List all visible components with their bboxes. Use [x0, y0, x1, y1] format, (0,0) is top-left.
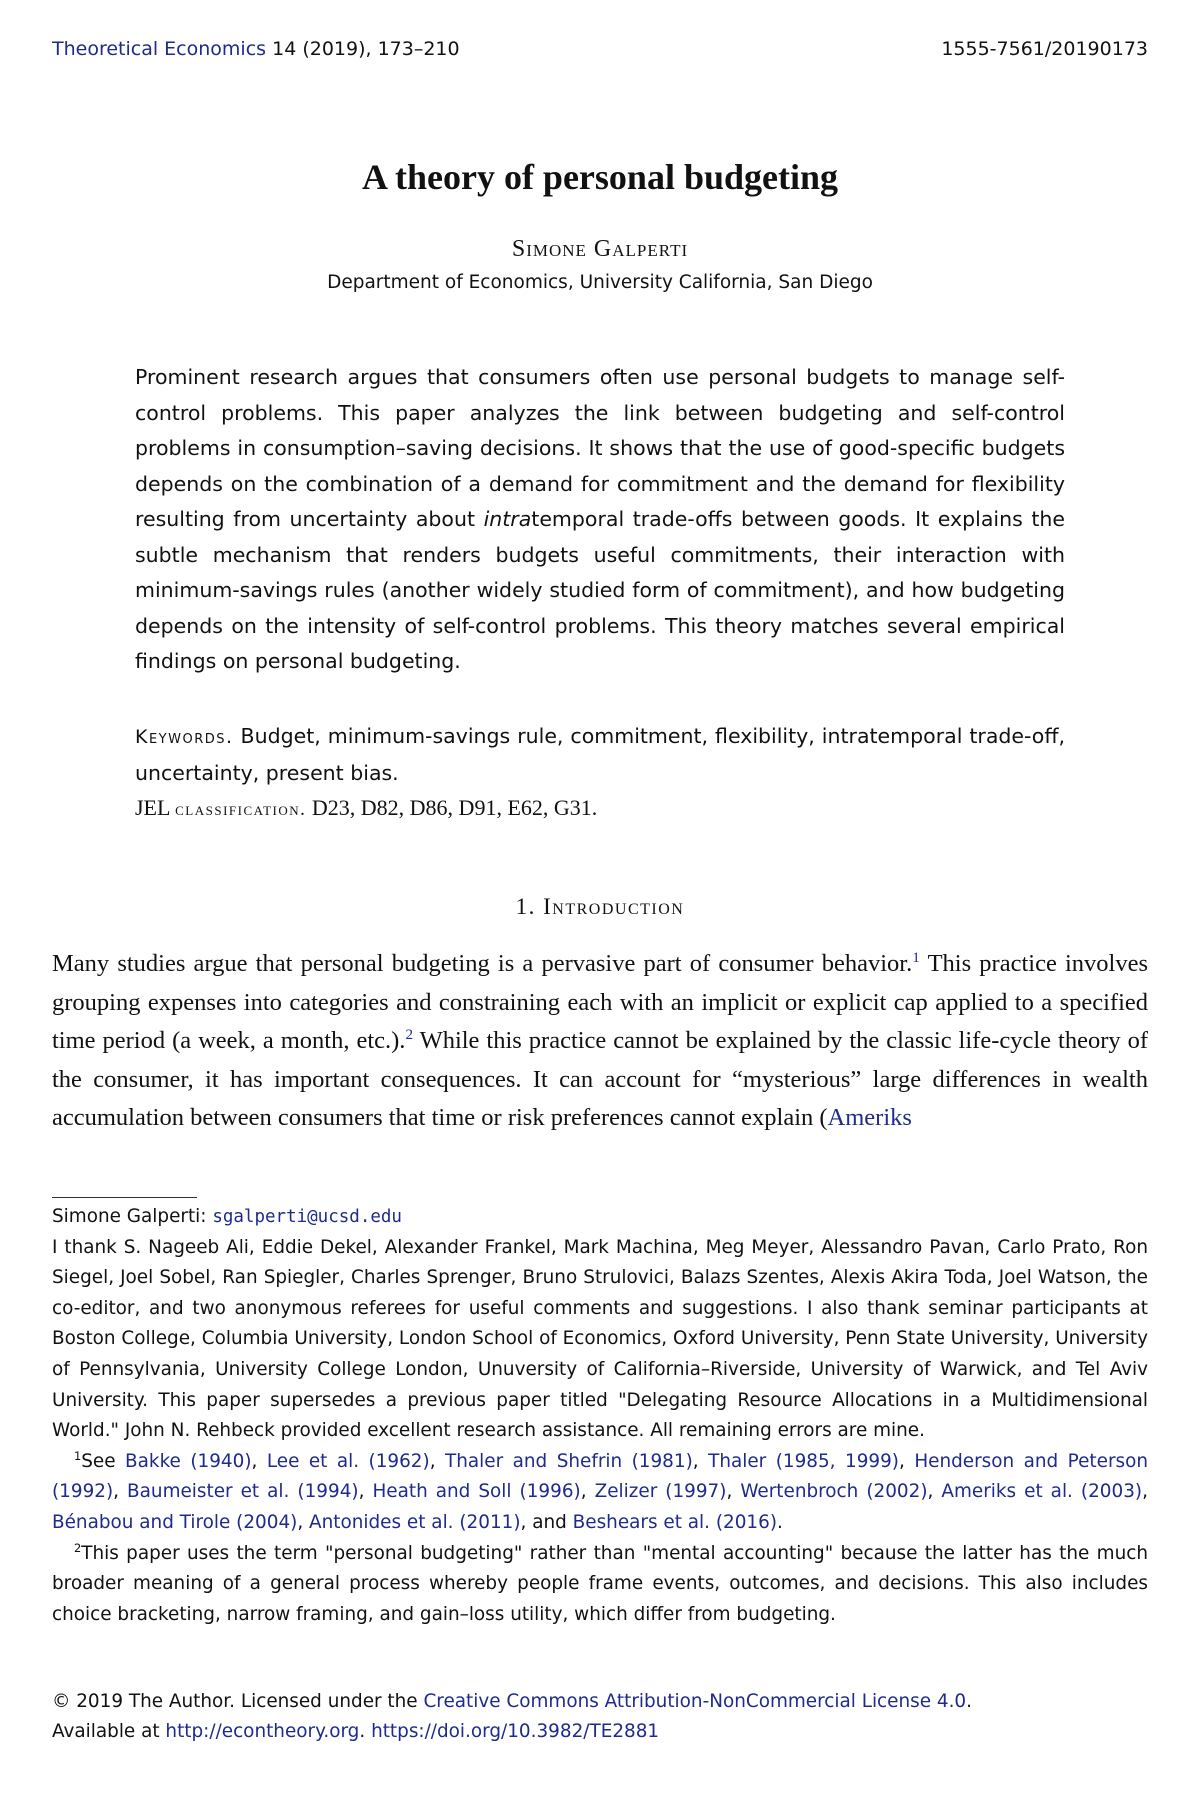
keywords-text: Budget, minimum-savings rule, commitment, flexibility, intratemporal trade-off, uncertainty, present bias. — [135, 724, 1065, 785]
footnote-1-mark: 1 — [74, 1448, 82, 1463]
reference-link[interactable]: Ameriks et al. (2003) — [941, 1481, 1143, 1503]
footnote-2 — [52, 1539, 1148, 1631]
reference-separator: , — [113, 1481, 128, 1503]
reference-link[interactable]: Baumeister et al. (1994) — [127, 1481, 359, 1503]
reference-separator: . — [777, 1511, 783, 1533]
license-period: . — [966, 1691, 972, 1712]
jel-label-prefix: JEL — [135, 795, 176, 820]
footnote-1-references — [52, 1448, 1149, 1533]
footnote-1 — [52, 1447, 1148, 1539]
reference-separator: , — [580, 1481, 595, 1503]
body-sentence-2: This practice involves grouping expenses into categories and constraining each with an implicit or explicit cap applied to a specified time period (a week, a month, etc.). — [52, 950, 1149, 1055]
section-title: Introduction — [543, 894, 685, 919]
reference-separator: , — [692, 1450, 709, 1472]
reference-link[interactable]: Zelizer (1997) — [594, 1481, 727, 1503]
footnote-2-mark: 2 — [74, 1540, 82, 1555]
footnote-1-lead: See — [81, 1450, 126, 1472]
journal-link[interactable]: Theoretical Economics — [52, 38, 267, 60]
abstract — [135, 360, 1065, 680]
author-affiliation: Department of Economics, University California, San Diego — [327, 272, 873, 293]
availability-dot: . — [359, 1721, 372, 1742]
acknowledgments: I thank S. Nageeb Ali, Eddie Dekel, Alexander Frankel, Mark Machina, Meg Meyer, Alessandro Pavan, Carlo Prato, Ron Siegel, Joel Sobel, Ran Spiegler, Charles Sprenger, Bruno Strulovici, Balazs Szentes, Alexis Akira Toda, Joel Watson, the co-editor, and two anonymous referees for useful comments and suggestions. I also thank seminar participants at Boston College, Columbia University, London School of Economics, Oxford University, Penn State University, University of Pennsylvania, University College London, Unuversity of California–Riverside, University of Warwick, and Tel Aviv University. This paper supersedes a previous paper titled "Delegating Resource Allocations in a Multidimensional World." John N. Rehbeck provided excellent research assistance. All remaining errors are mine. — [52, 1236, 1148, 1442]
reference-link[interactable]: Heath and Soll (1996) — [372, 1481, 581, 1503]
reference-link[interactable]: Wertenbroch (2002) — [740, 1481, 928, 1503]
reference-separator: , — [927, 1481, 942, 1503]
license-notice — [52, 1687, 1148, 1747]
jel-label: classification. — [175, 799, 307, 820]
footnote-rule — [52, 1197, 197, 1198]
reference-separator: , — [297, 1511, 310, 1533]
intro-paragraph — [52, 945, 1148, 1138]
footnotes — [52, 1202, 1148, 1630]
available-label: Available at — [52, 1721, 166, 1742]
body-sentence-1: Many studies argue that personal budgeting is a pervasive part of consumer behavior. — [52, 950, 913, 977]
citation-info: 14 (2019), 173–210 — [266, 38, 460, 60]
reference-separator: , and — [520, 1511, 573, 1533]
section-number: 1. — [515, 894, 544, 919]
abstract-text-2: temporal trade-offs between goods. It explains the subtle mechanism that renders budgets useful commitments, their interaction with minimum-savings rules (another widely studied form of commitment), and how budgeting depends on the intensity of self-control problems. This theory matches several empirical findings on personal budgeting. — [135, 507, 1065, 673]
running-header-issn: 1555-7561/20190173 — [941, 38, 1148, 60]
doi-link[interactable]: https://doi.org/10.3982/TE2881 — [371, 1721, 660, 1742]
reference-link[interactable]: Bénabou and Tirole (2004) — [52, 1511, 298, 1533]
running-header-left — [52, 38, 460, 60]
footnote-ref-1[interactable]: 1 — [912, 948, 920, 966]
paper-title: A theory of personal budgeting — [361, 157, 839, 197]
citation-link-ameriks[interactable]: Ameriks — [827, 1104, 912, 1132]
reference-separator: , — [726, 1481, 741, 1503]
jel-classification — [135, 790, 1065, 827]
keywords — [135, 719, 1065, 791]
contact-label: Simone Galperti: — [52, 1206, 213, 1227]
author-name: Simone Galperti — [511, 236, 689, 262]
reference-separator: , — [898, 1450, 915, 1472]
email-link[interactable]: sgalperti@ucsd.edu — [212, 1207, 402, 1227]
body-sentence-3: While this practice cannot be explained by the classic life-cycle theory of the consumer, it has important consequences. It can account for “mysterious” large differences in wealth accumulation between consumers that time or risk preferences cannot explain ( — [52, 1027, 1148, 1132]
reference-link[interactable]: Thaler (1985, 1999) — [708, 1450, 899, 1472]
reference-link[interactable]: Antonides et al. (2011) — [309, 1511, 521, 1533]
abstract-emphasis: intra — [483, 507, 532, 531]
license-prefix: © 2019 The Author. Licensed under the — [52, 1691, 424, 1712]
reference-separator: , — [1142, 1481, 1148, 1503]
footnote-2-text: This paper uses the term "personal budgeting" rather than "mental accounting" because the latter has the much broader meaning of a general process whereby people frame events, outcomes, and decisions. This also includes choice bracketing, narrow framing, and gain–loss utility, which differ from budgeting. — [52, 1542, 1148, 1625]
keywords-label: Keywords. — [135, 726, 234, 748]
author-contact — [52, 1202, 1148, 1233]
license-link[interactable]: Creative Commons Attribution-NonCommercial License 4.0 — [423, 1691, 967, 1712]
license-line — [52, 1687, 1148, 1717]
footnote-ref-2[interactable]: 2 — [405, 1026, 414, 1044]
site-link[interactable]: http://econtheory.org — [165, 1721, 360, 1742]
reference-separator: , — [429, 1450, 446, 1472]
section-heading — [0, 894, 1200, 920]
reference-separator: , — [358, 1481, 373, 1503]
jel-codes: D23, D82, D86, D91, E62, G31. — [306, 795, 598, 820]
reference-link[interactable]: Beshears et al. (2016) — [572, 1511, 778, 1533]
reference-link[interactable]: Henderson and Peterson (1992) — [52, 1450, 1149, 1503]
reference-link[interactable]: Thaler and Shefrin (1981) — [445, 1450, 693, 1472]
availability-line — [52, 1717, 1148, 1747]
reference-link[interactable]: Bakke (1940) — [125, 1450, 252, 1472]
reference-link[interactable]: Lee et al. (1962) — [266, 1450, 430, 1472]
reference-separator: , — [251, 1450, 267, 1472]
abstract-text-1: Prominent research argues that consumers often use personal budgets to manage self-control problems. This paper analyzes the link between budgeting and self-control problems in consumption–saving decisions. It shows that the use of good-specific budgets depends on the combination of a demand for commitment and the demand for flexibility resulting from uncertainty about — [135, 365, 1065, 531]
